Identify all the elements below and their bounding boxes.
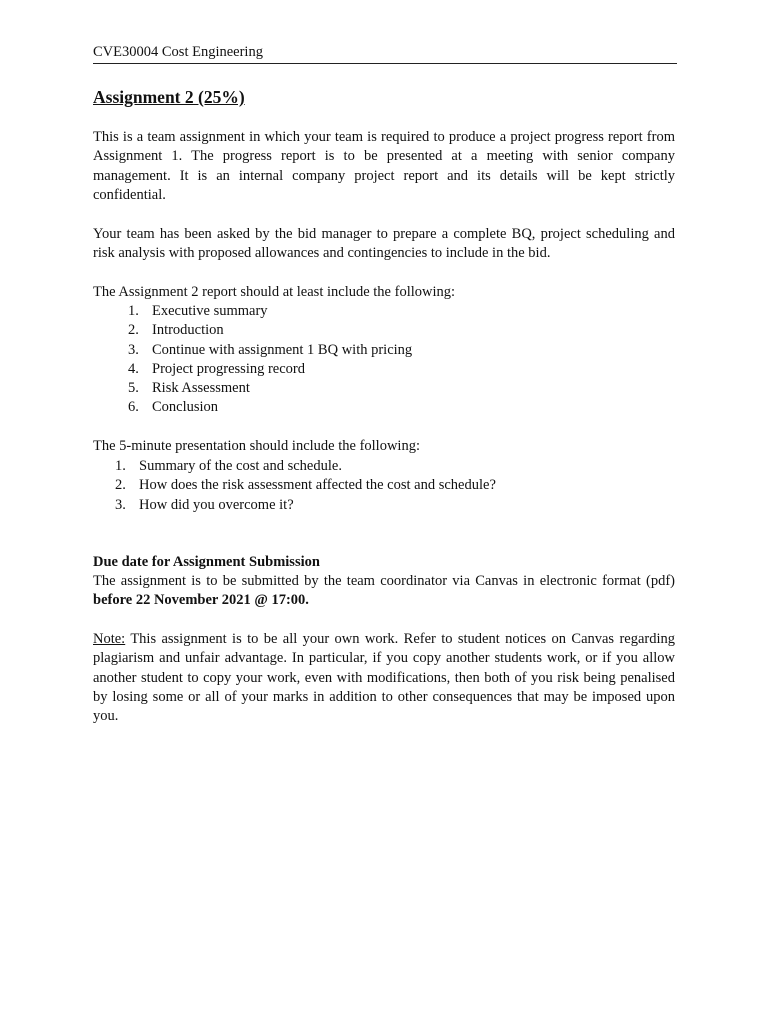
list-item: 1. Summary of the cost and schedule. — [115, 458, 342, 474]
page-header — [93, 43, 677, 64]
presentation-contents-list — [115, 457, 496, 515]
list-item: 4. Project progressing record — [128, 360, 306, 377]
bid-paragraph: Your team has been asked by the bid manager to prepare a complete BQ, project scheduling and risk analysis with proposed allowances and contingencies to include in the bid. — [93, 226, 675, 262]
list-item: 6. Conclusion — [128, 399, 219, 416]
note-label: Note: — [93, 631, 126, 647]
report-list-lead: The Assignment 2 report should at least include the following: — [93, 284, 456, 300]
report-contents-list — [128, 302, 412, 418]
note-paragraph — [93, 630, 675, 726]
intro-paragraph: This is a team assignment in which your team is required to produce a project progress report from Assignment 1. The progress report is to be presented at a meeting with senior company management. It is an internal company project report and its details will be kept strictly confidential. — [93, 129, 675, 203]
list-item: 3. Continue with assignment 1 BQ with pricing — [128, 341, 413, 358]
deadline-text: before 22 November 2021 @ 17:00. — [93, 592, 309, 609]
due-date-paragraph — [93, 572, 675, 611]
list-item: 1. Executive summary — [128, 303, 268, 319]
note-text: This assignment is to be all your own work. Refer to student notices on Canvas regarding plagiarism and unfair advantage. In particular, if you copy another students work, or if you allow another student to copy your work, even with modifications, then both of you risk being penalised by losing some or all of your marks in addition to other consequences that may be imposed upon you. — [93, 631, 675, 725]
assignment-title: Assignment 2 (25%) — [93, 87, 245, 107]
presentation-list-lead: The 5-minute presentation should include the following: — [93, 438, 420, 454]
list-item: 2. Introduction — [128, 322, 224, 339]
list-item: 5. Risk Assessment — [128, 380, 250, 397]
list-item: 2. How does the risk assessment affected the cost and schedule? — [115, 477, 496, 494]
due-date-text: The assignment is to be submitted by the team coordinator via Canvas in electronic format (pdf) — [93, 573, 675, 589]
due-date-heading: Due date for Assignment Submission — [93, 554, 320, 570]
course-code-title: CVE30004 Cost Engineering — [93, 44, 263, 60]
list-item: 3. How did you overcome it? — [115, 496, 294, 513]
